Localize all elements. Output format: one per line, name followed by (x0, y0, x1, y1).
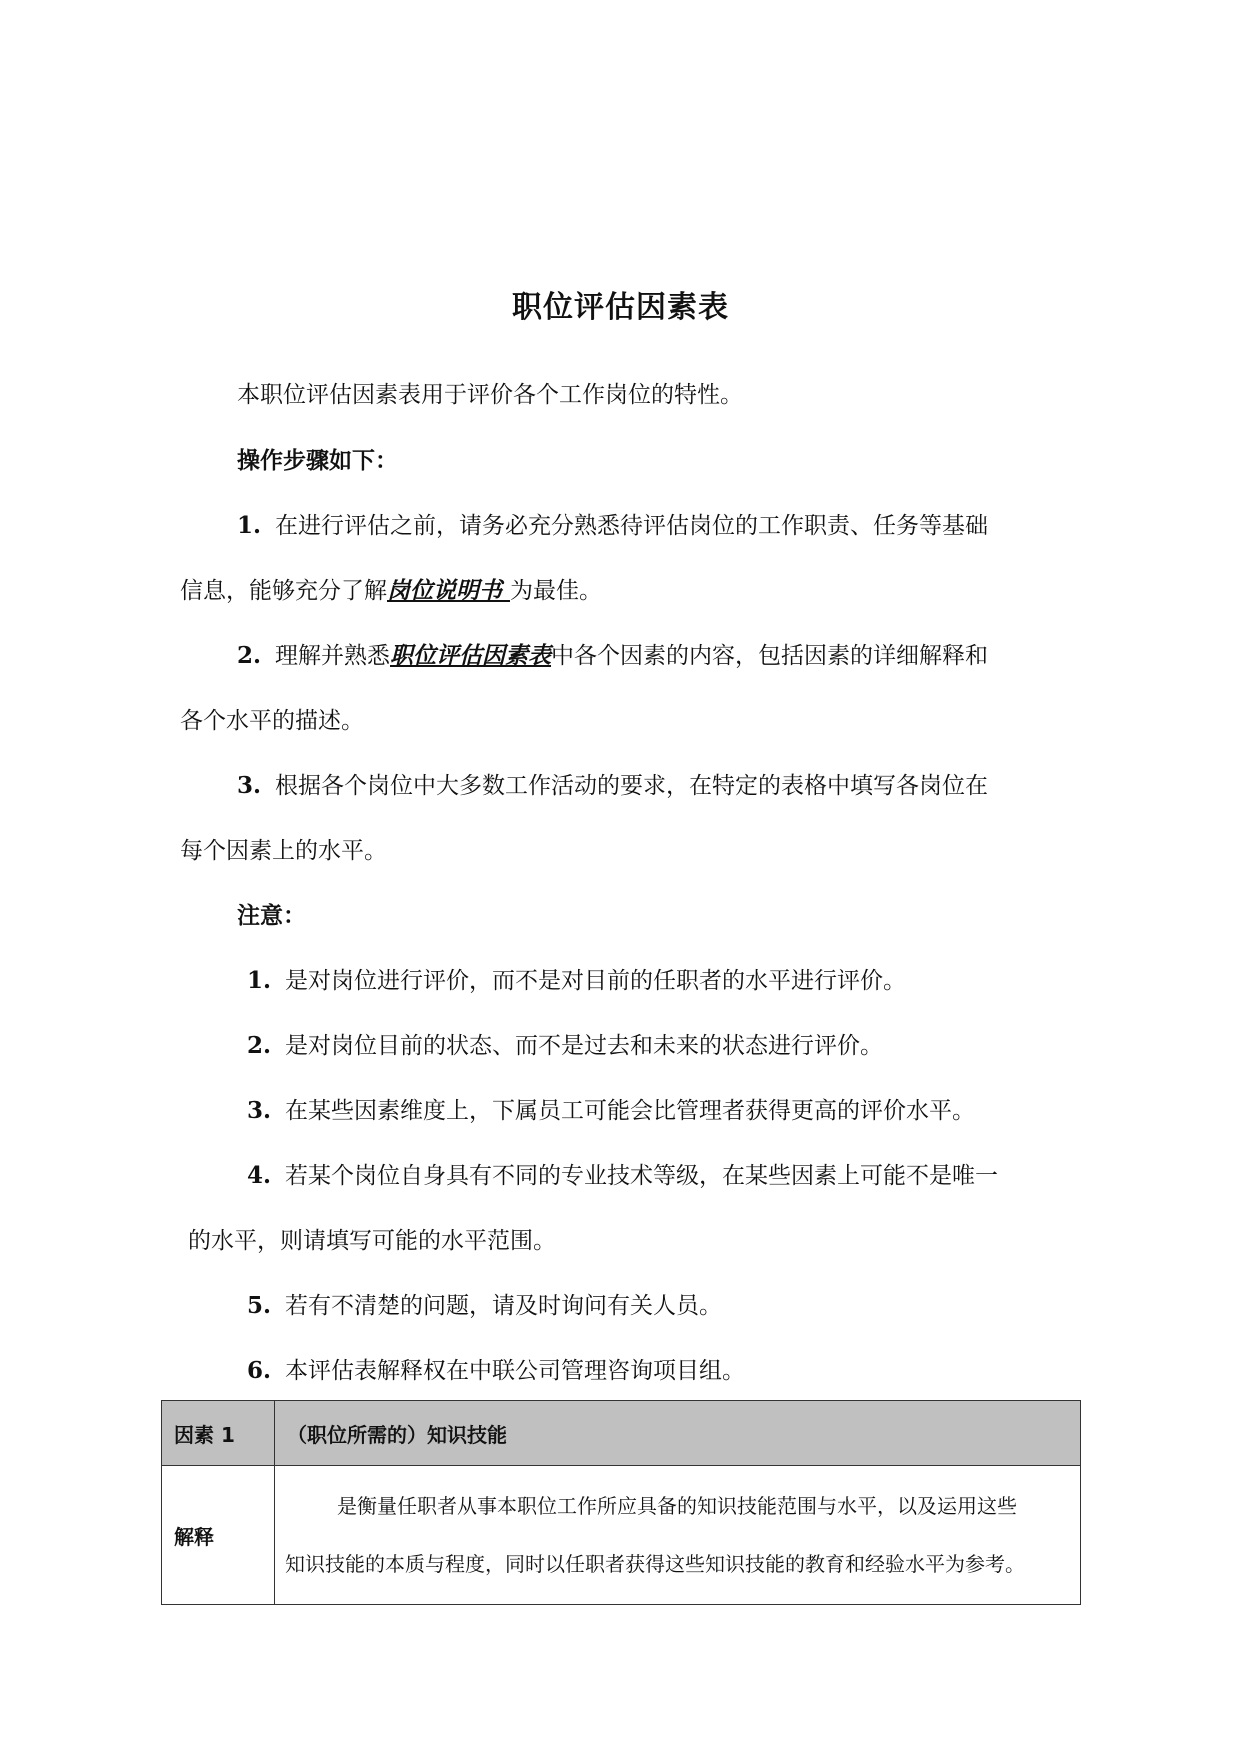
note-5-text: 若有不清楚的问题，请及时询问有关人员。 (285, 1293, 723, 1319)
step-2-text: 理解并熟悉 (275, 643, 391, 669)
step-3-number: 3. (237, 772, 262, 799)
step-2-text-cont: 中各个因素的内容，包括因素的详细解释和 (551, 643, 989, 669)
factor-explain-row (162, 1466, 1081, 1605)
note-4 (247, 1161, 998, 1191)
factor-header-row (162, 1401, 1081, 1466)
factor-name-cell: （职位所需的）知识技能 (275, 1401, 1081, 1466)
note-3-number: 3. (247, 1097, 272, 1124)
note-4-line-2: 的水平，则请填写可能的水平范围。 (188, 1228, 556, 1254)
step-2-line-2: 各个水平的描述。 (180, 708, 364, 734)
explain-text-cell (275, 1466, 1081, 1605)
factor-table (161, 1400, 1081, 1605)
note-1 (247, 966, 906, 996)
step-3-line-2: 每个因素上的水平。 (180, 838, 387, 864)
explain-line-2: 知识技能的本质与程度，同时以任职者获得这些知识技能的教育和经验水平为参考。 (285, 1552, 1025, 1576)
step-2-line-1 (237, 641, 988, 671)
note-5-number: 5. (247, 1292, 272, 1319)
explain-line-1: 是衡量任职者从事本职位工作所应具备的知识技能范围与水平，以及运用这些 (337, 1494, 1017, 1518)
step-1-number: 1. (237, 512, 262, 539)
document-title: 职位评估因素表 (512, 290, 729, 325)
note-1-number: 1. (247, 967, 272, 994)
note-2-number: 2. (247, 1032, 272, 1059)
note-4-number: 4. (247, 1162, 272, 1189)
notes-heading: 注意： (237, 903, 306, 929)
note-3 (247, 1096, 975, 1126)
note-6 (247, 1356, 745, 1386)
step-1-text: 在进行评估之前，请务必充分熟悉待评估岗位的工作职责、任务等基础 (275, 513, 989, 539)
note-6-number: 6. (247, 1357, 272, 1384)
steps-heading: 操作步骤如下： (237, 448, 398, 474)
note-3-text: 在某些因素维度上，下属员工可能会比管理者获得更高的评价水平。 (285, 1098, 976, 1124)
factor-label-cell: 因素 1 (162, 1401, 275, 1466)
note-2-text: 是对岗位目前的状态、而不是过去和未来的状态进行评价。 (285, 1033, 884, 1059)
ref-factor-table[interactable]: 职位评估因素表 (390, 642, 552, 669)
step-3-text: 根据各个岗位中大多数工作活动的要求，在特定的表格中填写各岗位在 (275, 773, 989, 799)
step-1-text-end: 为最佳。 (510, 578, 603, 604)
step-1-text-cont: 信息，能够充分了解 (180, 578, 387, 604)
step-3-line-1 (237, 771, 988, 801)
note-1-text: 是对岗位进行评价，而不是对目前的任职者的水平进行评价。 (285, 968, 907, 994)
note-4-text: 若某个岗位自身具有不同的专业技术等级，在某些因素上可能不是唯一 (285, 1163, 999, 1189)
note-2 (247, 1031, 883, 1061)
note-6-text: 本评估表解释权在中联公司管理咨询项目组。 (285, 1358, 746, 1384)
step-1-line-2 (180, 576, 602, 606)
note-5 (247, 1291, 722, 1321)
step-1-line-1 (237, 511, 988, 541)
intro-text: 本职位评估因素表用于评价各个工作岗位的特性。 (237, 382, 743, 408)
explain-label-cell: 解释 (162, 1466, 275, 1605)
ref-job-description[interactable]: 岗位说明书 (387, 577, 511, 604)
step-2-number: 2. (237, 642, 262, 669)
